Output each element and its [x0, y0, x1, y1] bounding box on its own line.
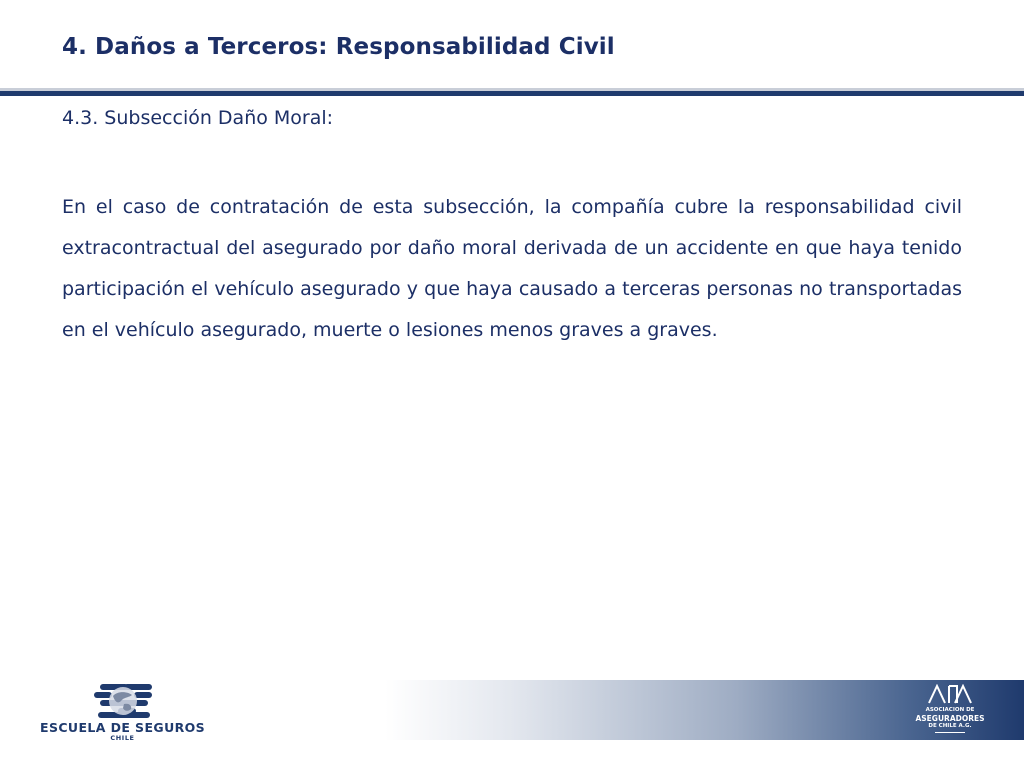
logo-name-text: ESCUELA DE SEGUROS — [40, 720, 206, 735]
slide-title: 4. Daños a Terceros: Responsabilidad Civil — [62, 34, 615, 60]
escuela-de-seguros-logo — [40, 680, 205, 742]
logo-line-1: ASOCIACION DE — [925, 707, 975, 713]
logo-country-text: CHILE — [110, 734, 135, 742]
title-divider — [0, 91, 1024, 96]
logo-underline — [935, 732, 965, 733]
aach-mark-icon — [927, 684, 973, 704]
logo-line-2: ASEGURADORES — [915, 714, 985, 723]
body-paragraph: En el caso de contratación de esta subsección, la compañía cubre la responsabilidad civil extracontractual del asegurado por daño moral derivada de un accidente en que haya tenido participación el vehículo asegurado y que haya causado a terceras personas no transportadas en el vehículo asegurado, muerte o lesiones menos graves a graves. — [62, 196, 962, 341]
logo-line-3: DE CHILE A.G. — [928, 723, 972, 729]
asociacion-aseguradores-logo — [910, 682, 990, 738]
section-subtitle: 4.3. Subsección Daño Moral: — [62, 107, 334, 129]
globe-ss-emblem-icon — [80, 682, 166, 720]
